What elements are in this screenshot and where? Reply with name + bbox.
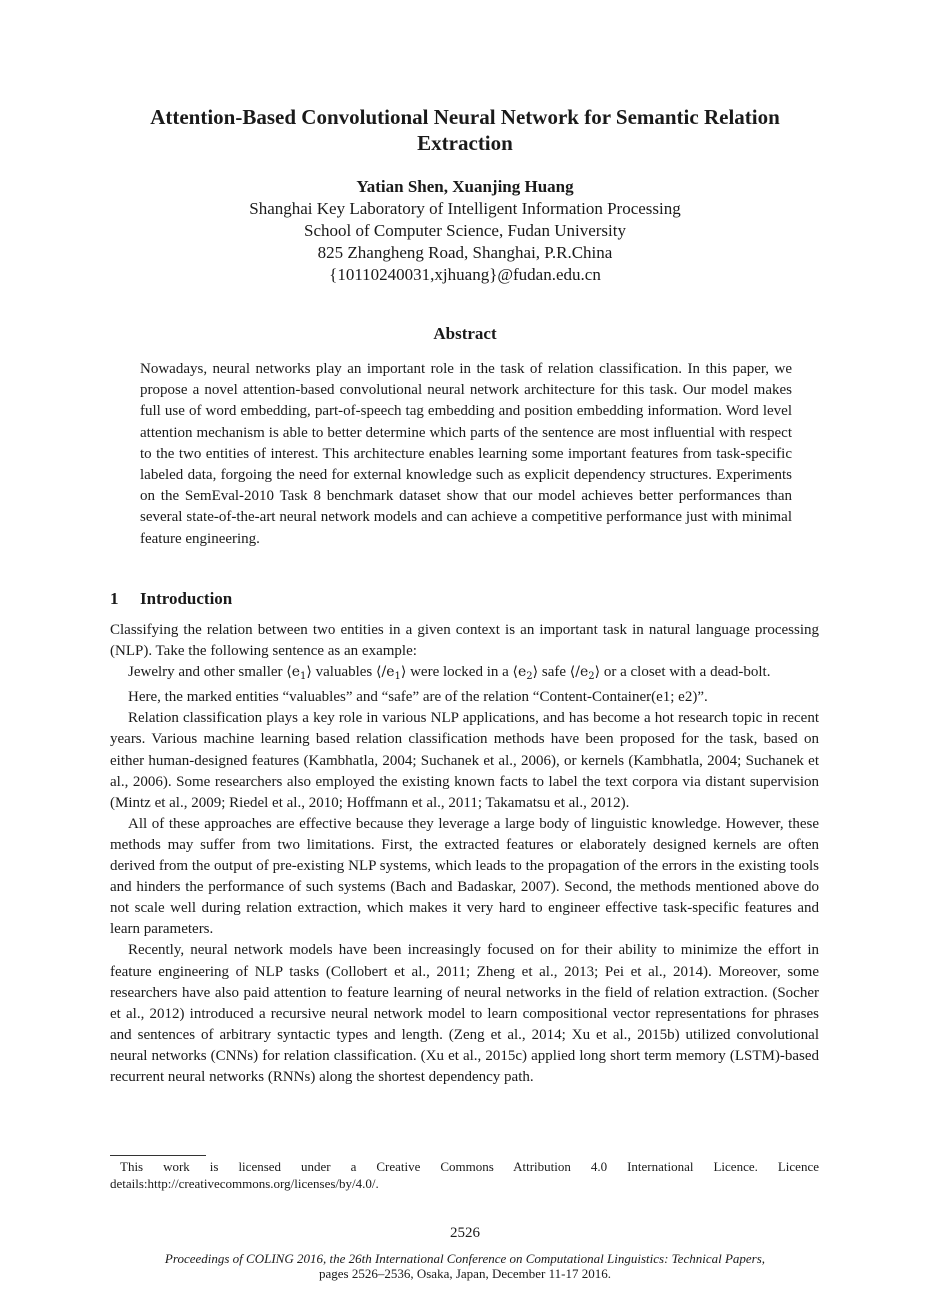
- affiliation-lab: Shanghai Key Laboratory of Intelligent Information Processing: [249, 199, 681, 218]
- introduction-body: [110, 620, 819, 1088]
- abstract-text: Nowadays, neural networks play an important role in the task of relation classification. In this paper, we propose a novel attention-based convolutional neural network architecture for this task. Our model makes full use of word embedding, part-of-speech tag embedding and position embedding information. Word level attention mechanism is able to better determine which parts of the sentence are most influential with respect to the two entities of interest. This architecture enables learning some important features from task-specific labeled data, forgoing the need for external knowledge such as explicit dependency structures. Experiments on the SemEval-2010 Task 8 benchmark dataset show that our model achieves better performances than several state-of-the-art neural network models and can achieve a competitive performance just with minimal feature engineering.: [140, 361, 792, 547]
- abstract-heading: Abstract: [433, 324, 497, 343]
- entity-tag-e2-open: $⟨e_2⟩$: [512, 664, 539, 683]
- affiliation-school: School of Computer Science, Fudan University: [303, 221, 626, 240]
- intro-paragraph: Relation classification plays a key role in various NLP applications, and has become a hot research topic in recent years. Various machine learning based relation classification methods have been proposed for the task, based on either human-designed features (Kambhatla, 2004; Suchanek et al., 2006), or kernels (Kambhatla, 2004; Suchanek et al., 2006). Some researchers also employed the existing known facts to label the text corpora via distant supervision (Mintz et al., 2009; Riedel et al., 2010; Hoffmann et al., 2011; Takamatsu et al., 2012).: [110, 710, 819, 811]
- entity-tag-e1-close: $⟨/e_1⟩$: [376, 664, 407, 683]
- author-email: {10110240031,xjhuang}@fudan.edu.cn: [329, 265, 601, 284]
- entity-tag-e2-close: $⟨/e_2⟩$: [569, 664, 601, 683]
- affiliation-address: 825 Zhangheng Road, Shanghai, P.R.China: [317, 243, 613, 262]
- section-heading-introduction: [110, 588, 232, 610]
- paper-title: Attention-Based Convolutional Neural Network for Semantic Relation Extraction: [150, 105, 780, 155]
- intro-paragraph: All of these approaches are effective because they leverage a large body of linguistic knowledge. However, these methods may suffer from two limitations. First, the extracted features or elaborately designed kernels are often derived from the output of pre-existing NLP systems, which leads to the propagation of the errors in the existing tools and hinders the performance of such systems (Bach and Badaskar, 2007). Second, the methods mentioned above do not scale well during relation extraction, which makes it very hard to engineer effective task-specific features and learn parameters.: [110, 815, 819, 938]
- entity-tag-e1-open: $⟨e_1⟩$: [286, 664, 312, 683]
- proceedings-pages: pages 2526–2536, Osaka, Japan, December 11-17 2016.: [319, 1266, 611, 1281]
- author-names: Yatian Shen, Xuanjing Huang: [356, 177, 574, 196]
- section-number: 1: [110, 589, 119, 608]
- license-footnote: This work is licensed under a Creative Commons Attribution 4.0 International Licence. Licence details:http://creativecommons.org/licenses/by/4.0/.: [110, 1159, 819, 1191]
- page-number: 2526: [450, 1225, 480, 1241]
- section-title: Introduction: [140, 589, 233, 608]
- author-block: [110, 176, 820, 286]
- proceedings-footer: [110, 1251, 820, 1281]
- footnote-divider: [110, 1155, 206, 1156]
- intro-paragraph: Recently, neural network models have been increasingly focused on for their ability to minimize the effort in feature engineering of NLP tasks (Collobert et al., 2011; Zheng et al., 2013; Pei et al., 2014). Moreover, some researchers have also paid attention to feature learning of neural networks in the field of relation extraction. (Socher et al., 2012) introduced a recursive neural network model to learn compositional vector representations for phrases and sentences of arbitrary syntactic types and length. (Zeng et al., 2014; Xu et al., 2015b) utilized convolutional neural networks (CNNs) for relation classification. (Xu et al., 2015c) applied long short term memory (LSTM)-based recurrent neural networks (RNNs) along the shortest dependency path.: [110, 942, 819, 1085]
- proceedings-title: Proceedings of COLING 2016, the 26th International Conference on Computational Linguistics: Technical Papers,: [164, 1251, 766, 1266]
- intro-paragraph: Classifying the relation between two entities in a given context is an important task in natural language processing (NLP). Take the following sentence as an example:: [110, 622, 819, 660]
- intro-paragraph: Here, the marked entities “valuables” and “safe” are of the relation “Content-Container(e1; e2)”.: [128, 689, 708, 706]
- example-sentence: Jewelry and other smaller $⟨e_1⟩$ valuables $⟨/e_1⟩$ were locked in a $⟨e_2⟩$ safe $⟨/e_2⟩$ or a closet with a dead-bolt.: [128, 664, 771, 683]
